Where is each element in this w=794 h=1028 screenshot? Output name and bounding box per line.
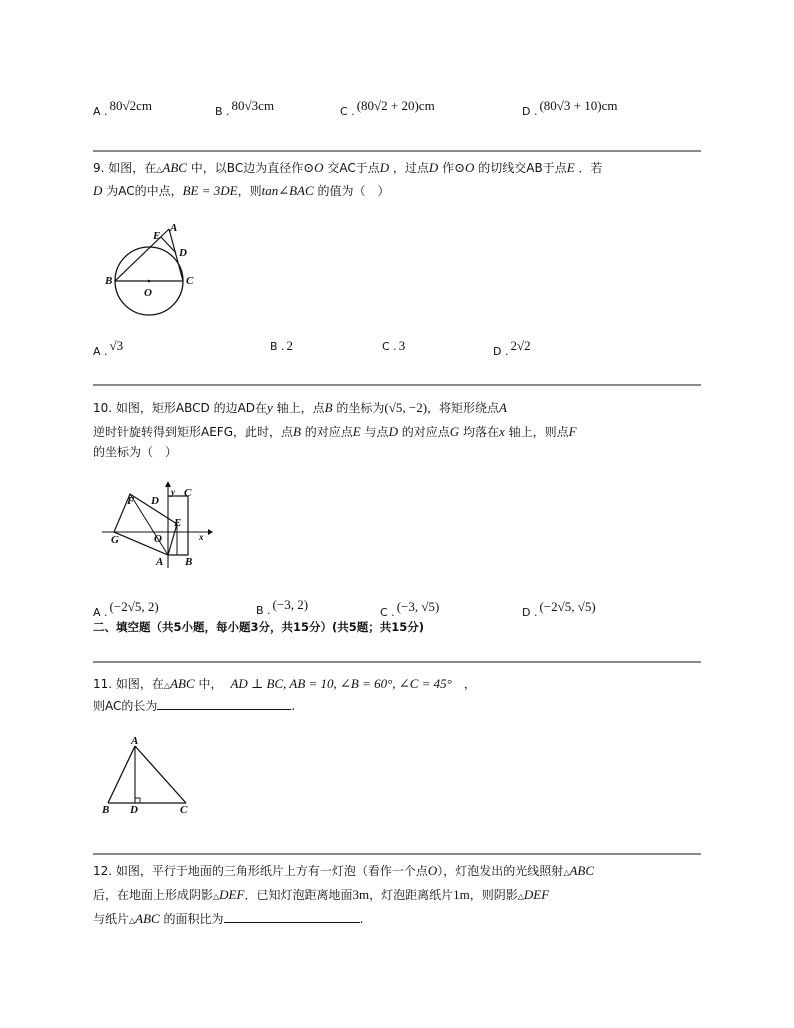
q12-stem-line-3: 与纸片△ABC 的面积比为 . [93,911,364,926]
label-a: A [156,556,164,568]
label-o: O [144,287,152,299]
label-x: x [199,532,204,542]
divider [93,853,701,855]
q9-stem-line-1: 9. 如图，在△ABC 中，以BC边为直径作⊙O 交AC于点D ，过点D 作⊙O 的切线交AB于点E ．若 [93,160,603,175]
q12-stem-line-1: 12. 如图，平行于地面的三角形纸片上方有一灯泡（看作一个点O），灯泡发出的光线照射△ABC [93,863,595,878]
right-angle-mark [135,798,140,803]
q12-stem-line-2: 后，在地面上形成阴影△DEF．已知灯泡距离地面3m，灯泡距离纸片1m，则阴影△DEF [93,887,550,902]
q9-stem-line-2: D 为AC的中点，BE = 3DE，则tan∠BAC 的值为（ ） [93,183,390,198]
q10-stem-line-1: 10. 如图，矩形ABCD 的边AD在y 轴上，点B 的坐标为(√5, −2)，将矩形绕点A [93,400,507,415]
q11-stem-line-1: 11. 如图，在△ABC 中， AD ⊥ BC, AB = 10, ∠B = 60°, ∠C = 45° ， [93,676,476,691]
q9-option-d[interactable]: D . 2√2 [493,338,531,358]
diagonal-af [130,494,168,555]
label-b: B [105,275,113,287]
label-c: C [186,275,194,287]
label-y: y [171,487,175,497]
label-e: E [174,517,182,529]
label-b: B [185,556,193,568]
label-d: D [130,804,138,815]
label-a: A [170,222,178,234]
section-heading: 二、填空题（共5小题，每小题3分，共15分）(共5题；共15分) [93,620,425,634]
side-ac [135,746,186,803]
segment-ba [115,229,169,281]
q10-stem-line-3: 的坐标为（ ） [93,445,178,459]
q8-option-b[interactable]: B . 80√3cm [215,98,275,118]
divider [93,150,701,152]
q10-option-c[interactable]: C . (−3, √5) [380,599,440,619]
label-d: D [179,247,187,259]
q9-option-a[interactable]: A . √3 [93,338,124,358]
label-o: O [154,533,162,545]
q9-figure [100,218,210,318]
q10-option-b[interactable]: B . (−3, 2) [256,597,309,617]
q12-answer-blank[interactable] [224,910,360,923]
divider [93,661,701,663]
center-point [148,280,151,283]
label-b: B [102,804,110,815]
label-f: F [127,495,135,507]
divider [93,384,701,386]
label-d: D [151,495,159,507]
label-c: C [180,804,188,815]
q9-option-b[interactable]: B . 2 [270,338,294,353]
q10-option-d[interactable]: D . (−2√5, √5) [522,599,596,619]
side-ab [108,746,135,803]
label-g: G [111,534,119,546]
q10-option-a[interactable]: A . (−2√5, 2) [93,599,159,619]
x-axis-arrow [208,529,213,535]
label-a: A [131,735,139,747]
q11-stem-line-2: 则AC的长为 . [93,699,296,713]
q10-figure [98,480,213,572]
q8-option-c[interactable]: C . (80√2 + 20)cm [340,98,435,118]
q11-figure [98,733,198,815]
label-c: C [184,487,192,499]
q8-option-d[interactable]: D . (80√3 + 10)cm [522,98,618,118]
q8-option-a[interactable]: A . 80√2cm [93,98,153,118]
q9-option-c[interactable]: C . 3 [382,338,406,353]
q11-answer-blank[interactable] [157,697,291,710]
q10-stem-line-2: 逆时针旋转得到矩形AEFG，此时，点B 的对应点E 与点D 的对应点G 均落在x 轴上，则点F [93,424,577,439]
label-e: E [153,230,161,242]
